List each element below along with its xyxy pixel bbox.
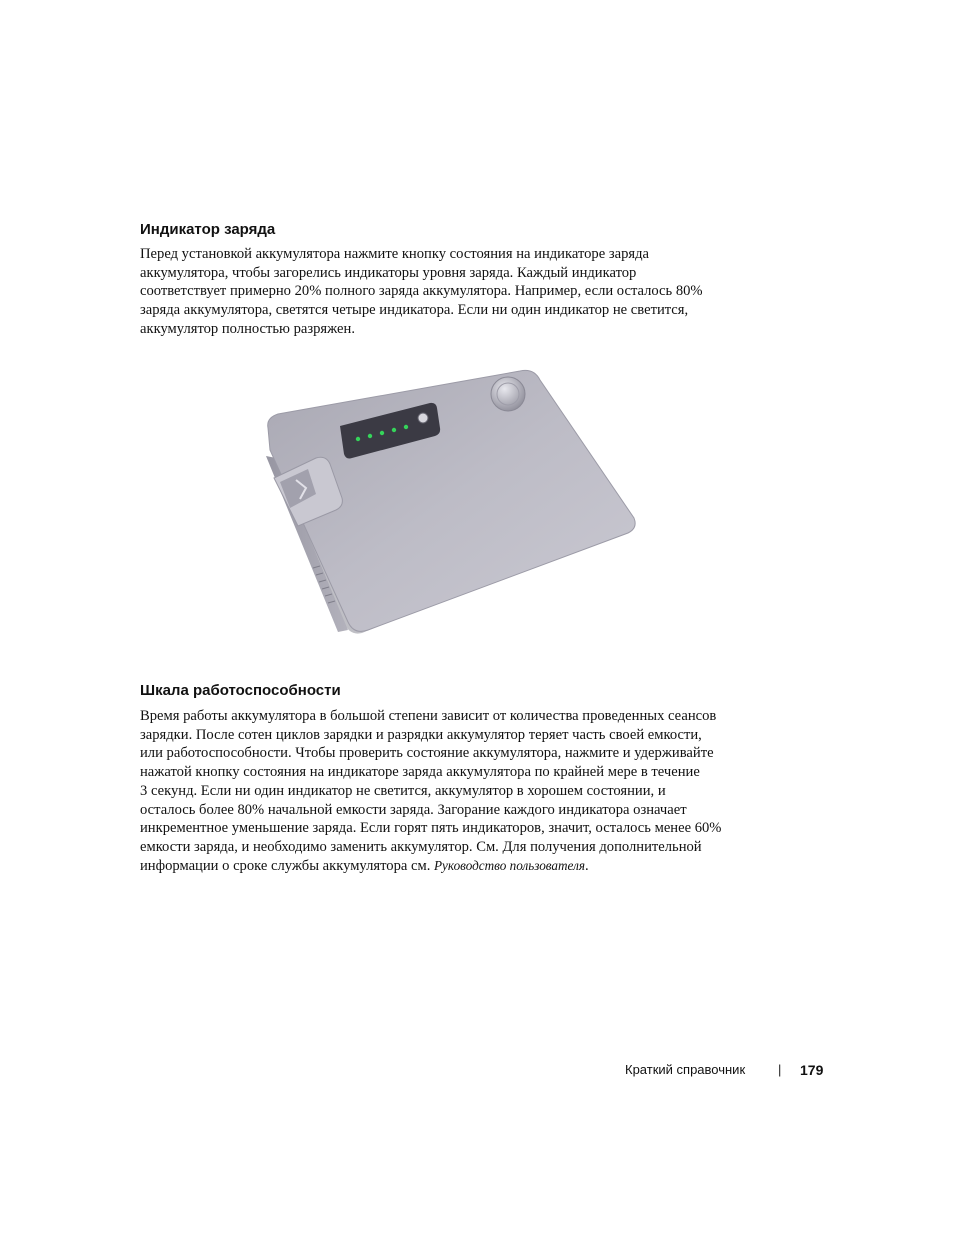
paragraph-line: аккумулятор полностью разряжен.	[140, 320, 355, 337]
charge-led-1	[356, 437, 360, 441]
section-heading-charge-indicator: Индикатор заряда	[140, 221, 276, 238]
paragraph-line: Перед установкой аккумулятора нажмите кнопку состояния на индикаторе заряда	[140, 246, 650, 262]
paragraph-charge-indicator	[140, 245, 770, 339]
paragraph-line: зарядки. После сотен циклов зарядки и разрядки аккумулятор теряет часть своей емкости,	[140, 726, 702, 743]
users-guide-reference: Руководство пользователя	[434, 857, 585, 873]
page-number: 179	[800, 1062, 824, 1078]
battery-round-button	[491, 377, 525, 411]
paragraph-line: инкрементное уменьшение заряда. Если горят пять индикаторов, значит, осталось менее 60%	[140, 820, 722, 837]
battery-illustration	[258, 368, 638, 648]
charge-led-2	[368, 434, 372, 438]
paragraph-line-last	[140, 857, 770, 876]
paragraph-line: нажатой кнопку состояния на индикаторе заряда аккумулятора по крайней мере в течение	[140, 764, 700, 781]
charge-led-4	[392, 428, 396, 432]
paragraph-line: или работоспособности. Чтобы проверить состояние аккумулятора, нажмите и удерживайте	[140, 745, 714, 762]
paragraph-line: 3 секунд. Если ни один индикатор не светится, аккумулятор в хорошем состоянии, и	[140, 782, 666, 799]
paragraph-line: соответствует примерно 20% полного заряда аккумулятора. Например, если осталось 80%	[140, 283, 703, 300]
last-line-period: .	[584, 857, 589, 874]
footer-separator: |	[778, 1062, 782, 1077]
paragraph-line: Время работы аккумулятора в большой степени зависит от количества проведенных сеансов	[140, 708, 717, 724]
footer-title: Краткий справочник	[625, 1062, 746, 1077]
status-button-icon	[418, 413, 428, 423]
last-line-text: информации о сроке службы аккумулятора см.	[140, 857, 434, 874]
charge-led-3	[380, 431, 384, 435]
paragraph-line: заряда аккумулятора, светятся четыре индикатора. Если ни один индикатор не светится,	[140, 302, 689, 319]
battery-photo	[258, 368, 638, 648]
paragraph-line: емкости заряда, и необходимо заменить аккумулятор. См. Для получения дополнительной	[140, 838, 702, 855]
paragraph-line: осталось более 80% начальной емкости заряда. Загорание каждого индикатора означает	[140, 801, 687, 818]
charge-led-5	[404, 425, 408, 429]
paragraph-line: аккумулятора, чтобы загорелись индикаторы уровня заряда. Каждый индикатор	[140, 264, 637, 281]
section-heading-health-gauge: Шкала работоспособности	[140, 682, 341, 699]
paragraph-health-gauge	[140, 707, 770, 875]
